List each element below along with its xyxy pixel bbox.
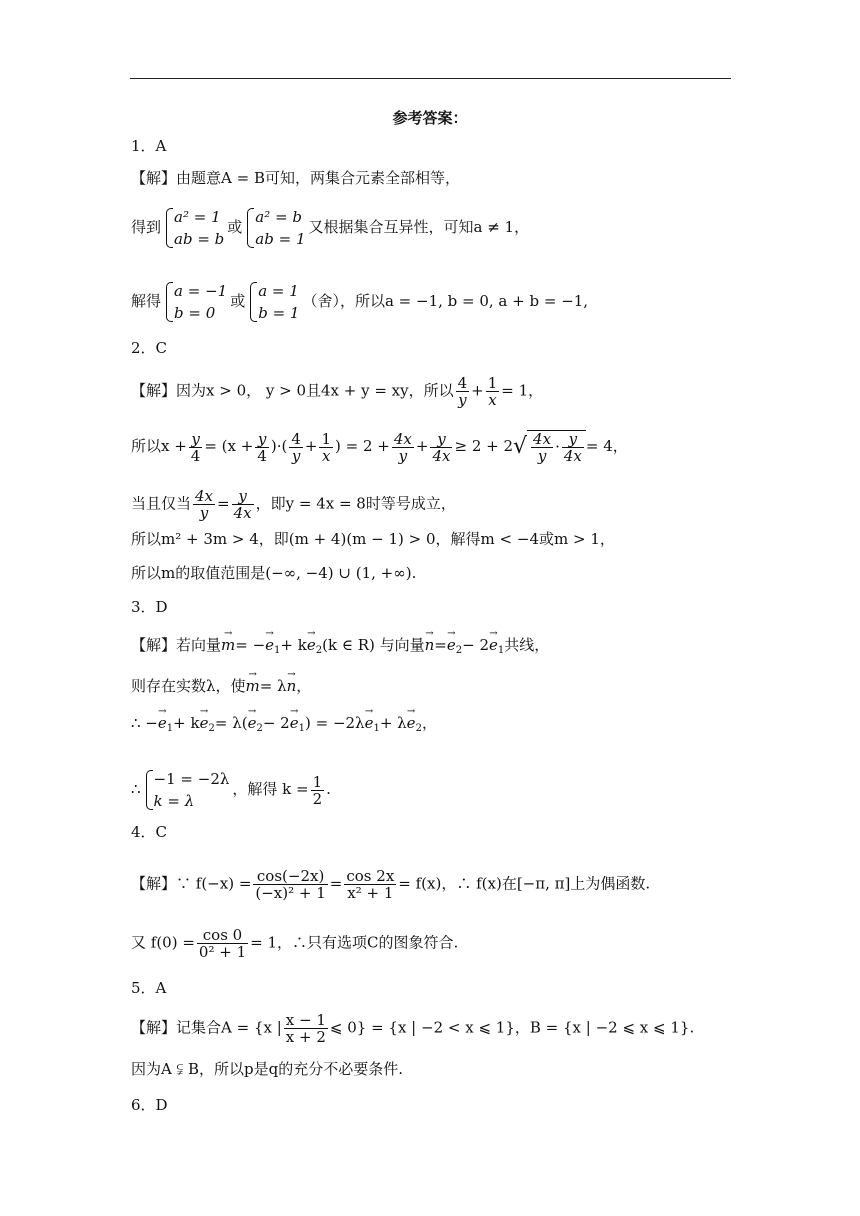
- vector: → e: [248, 713, 257, 733]
- answer-3-line-2: 则存在实数λ，使→ m= λ→ n，: [131, 676, 311, 696]
- header-rule: [130, 78, 731, 79]
- fraction: $\frac{4}{y}$: [291, 429, 301, 465]
- answer-3-line-4: ∴ −1 = −2λ k = λ ，解得 k = $\frac{1}{2}$ .: [131, 770, 331, 810]
- fraction: $\frac{4x}{y}$: [533, 430, 552, 465]
- vector: → n: [425, 635, 435, 655]
- answer-5-label: 5．A: [131, 979, 167, 997]
- equation-system: a² = 1 ab = b: [164, 206, 224, 250]
- answer-5-line-2: 因为A ⫋ B，所以p是q的充分不必要条件.: [131, 1060, 403, 1078]
- answer-4-line-2: 又 f(0) = $\frac{\cos 0}{\text{0² + 1}}$ = 1，∴只有选项C的图象符合.: [131, 926, 459, 961]
- vector: → e: [447, 635, 456, 655]
- fraction: $\frac{\cos 2x}{\text{x² + 1}}$: [346, 867, 395, 902]
- fraction: $\frac{y}{4x}$: [432, 429, 451, 465]
- fraction: $\frac{x - 1}{x + 2}$: [285, 1011, 326, 1046]
- fraction: $\frac{1}{2}$: [312, 772, 323, 808]
- page-title: 参考答案：: [392, 109, 468, 127]
- answer-3-label: 3．D: [131, 598, 168, 616]
- vector: → e: [365, 713, 374, 733]
- answer-1-line-3: 解得 a = −1 b = 0 或 a = 1 b = 1 （舍），所以a = −1, b = 0, a + b = −1,: [131, 282, 589, 322]
- vector: → n: [287, 676, 297, 696]
- answer-2-line-5: 所以m的取值范围是(−∞, −4) ∪ (1, +∞).: [131, 564, 417, 582]
- answer-2-line-1: 【解】因为x > 0， y > 0且4x + y = xy，所以 $\frac{4}{y}$ + $\frac{1}{x}$ = 1，: [131, 374, 544, 409]
- vector: → e: [307, 635, 316, 655]
- answer-2-line-3: 当且仅当 $\frac{4x}{y}$ = $\frac{y}{4x}$ ，即y = 4x = 8时等号成立，: [131, 487, 456, 522]
- vector: → m: [221, 635, 235, 655]
- answer-2-line-2: 所以x + $\frac{y}{4}$ = (x + $\frac{y}{4}$ )·( $\frac{4}{y}$ + $\frac{1}{x}$ ) = 2 + $\frac{4x}{y}$ + $\frac{y}{4x}$ ≥ 2 + 2√ $\frac{4x}{y}$ · $\frac{y}{4x}$ = 4，: [131, 429, 628, 465]
- answer-2-label: 2．C: [131, 339, 168, 357]
- answer-6-label: 6．D: [131, 1096, 168, 1114]
- equation-system: a² = b ab = 1: [245, 206, 305, 250]
- fraction: $\frac{y}{4x}$: [233, 487, 252, 522]
- vector: → e: [265, 635, 274, 655]
- vector: → e: [290, 713, 299, 733]
- vector: → e: [158, 713, 167, 733]
- fraction: $\frac{1}{x}$: [487, 374, 498, 409]
- vector: → m: [246, 676, 260, 696]
- answer-3-line-1: 【解】若向量→ $m= -\to e_1+ k\to e_2(k$ ∈ R) 与向量→ $n=\to e_2- 2\to e_1$共线，: [131, 635, 549, 661]
- equation-system: a = 1 b = 1: [248, 280, 299, 324]
- answer-2-line-4: 所以m² + 3m > 4，即(m + 4)(m − 1) > 0，解得m < −4或m > 1，: [131, 530, 615, 548]
- fraction: $\frac{y}{4}$: [257, 429, 267, 465]
- square-root: $\frac{4x}{y}$ · $\frac{y}{4x}$: [527, 430, 586, 464]
- answer-1-line-1: 【解】由题意A = B可知，两集合元素全部相等，: [131, 169, 460, 187]
- fraction: $\frac{4x}{y}$: [393, 429, 412, 465]
- fraction: $\frac{\cos 0}{\text{0² + 1}}$: [198, 926, 247, 961]
- equation-system: −1 = −2λ k = λ: [144, 768, 230, 812]
- fraction: $\frac{4x}{y}$: [195, 487, 214, 522]
- fraction: $\frac{y}{4}$: [190, 429, 201, 465]
- answer-1-label: 1．A: [131, 137, 167, 155]
- equation-system: a = −1 b = 0: [164, 280, 227, 324]
- answer-5-line-1: 【解】记集合A = {x | $\frac{x - 1}{x + 2}$ ⩽ 0} = {x | −2 < x ⩽ 1}，B = {x | −2 ⩽ x ⩽ 1}.: [131, 1011, 695, 1046]
- vector: → e: [489, 635, 498, 655]
- answer-1-line-2: 得到 a² = 1 ab = b 或 a² = b ab = 1 又根据集合互异性，可知a ≠ 1，: [131, 208, 530, 248]
- answer-4-label: 4．C: [131, 823, 168, 841]
- answer-3-line-3: ∴ −→ $e_1+ k\to e_2= \lambda(\to e_2- 2\to e_1) = -2\lambda\to e_1+ \lambda\to e_2$，: [131, 713, 437, 739]
- vector: → e: [407, 713, 416, 733]
- vector: → e: [200, 713, 209, 733]
- answer-4-line-1: 【解】∵ f(−x) = $\frac{\cos(-2x)}{\text{(−x)² + 1}}$ = $\frac{\cos 2x}{\text{x² + 1}}$ = f(x)，∴ f(x)在[−π, π]上为偶函数.: [131, 867, 651, 902]
- fraction: $\frac{\cos(-2x)}{\text{(−x)² + 1}}$: [255, 867, 326, 902]
- fraction: $\frac{y}{4x}$: [563, 430, 582, 465]
- fraction: $\frac{4}{y}$: [457, 374, 468, 409]
- fraction: $\frac{1}{x}$: [321, 429, 332, 465]
